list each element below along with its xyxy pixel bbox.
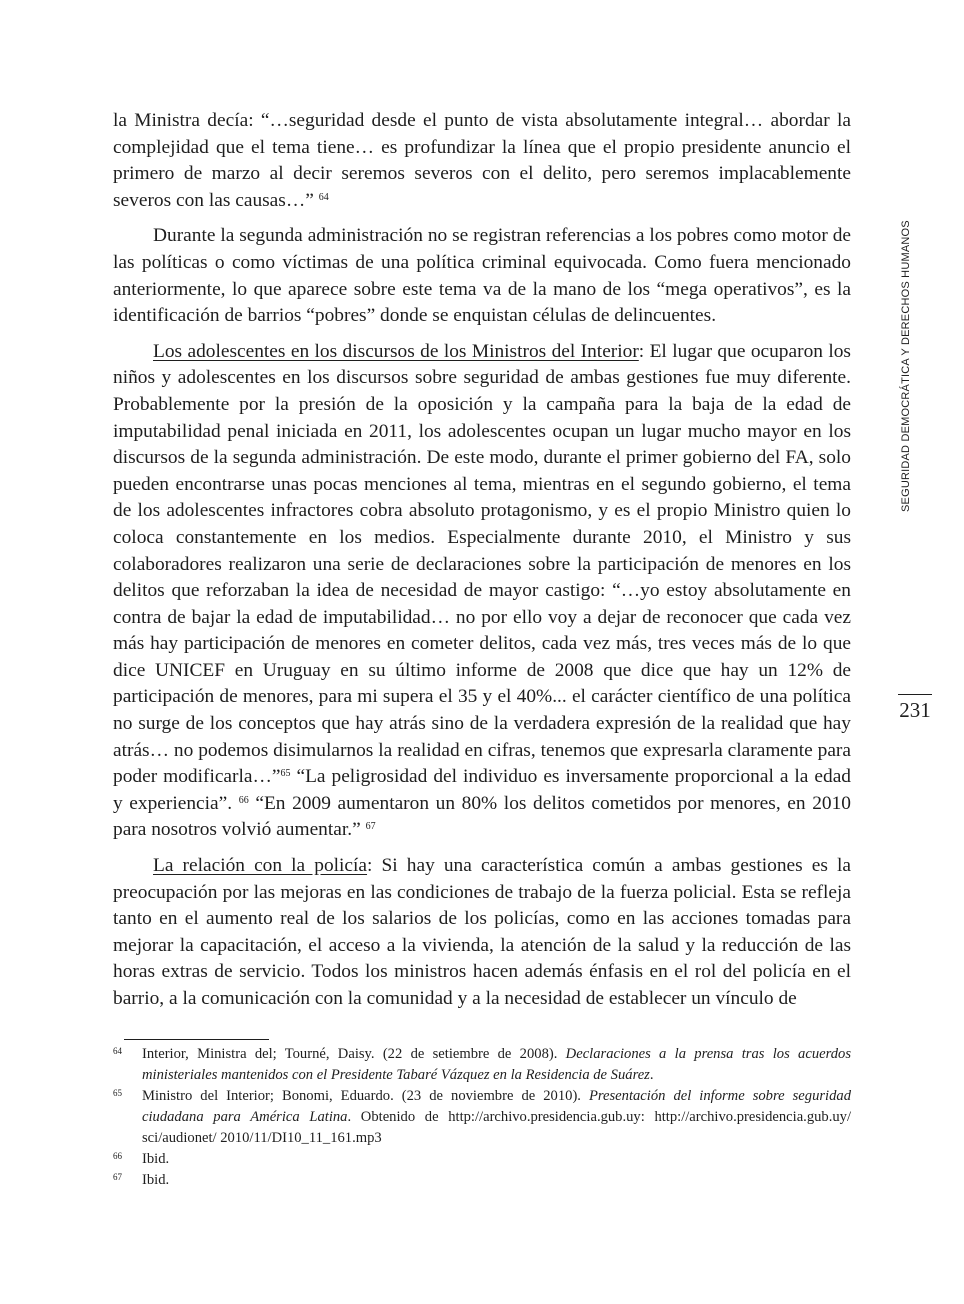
footnote-number: 67 (113, 1172, 122, 1182)
footnote-ref-65[interactable]: 65 (280, 768, 291, 780)
paragraph-2: Durante la segunda administración no se registran referencias a los pobres como motor de las políticas o como víctimas de una política criminal equivocada. Como fuera mencionado anteriormente, lo que aparece sobre este tema va de la mano de los “mega operativos”, es la identificación de barrios “pobres” donde se enquistan células de delincuentes. (113, 225, 851, 327)
paragraph-3-text-a: : El lugar que ocuparon los niños y adolescentes en los discursos sobre seguridad de ambas gestiones fue muy diferente. Probablemente por la presión de la oposición y la campaña para la baja de la edad de imputabilidad penal iniciada en 2011, los adolescentes ocupan un lugar mucho mayor en los discursos de la segunda administración. De este modo, durante el primer gobierno del FA, solo pueden encontrarse unas pocas menciones al tema, mientras en el segundo gobierno, el tema de los adolescentes infractores cobra absoluto protagonismo, y es el propio Ministro quien lo coloca constantemente en los medios. Especialmente durante 2010, el Ministro y sus colaboradores realizaron una serie de declaraciones sobre la participación de menores en los delitos que reforzaban la idea de necesidad de mayor castigo: “…yo estoy absolutamente en contra de bajar la edad de imputabilidad… no por ello voy a dejar de reconocer que cada vez más hay participación de menores en cometer delitos, cada vez más, tres veces más de lo que dice UNICEF en Uruguay en su último informe de 2008 que dice que hay un 12% de participación de menores, para mi supera el 35 y el 40%... el carácter científico de una política no surge de los conceptos que hay atrás sino de la verdadera expresión de la realidad que hay atrás… no podemos disimularnos la realidad en cifras, tenemos que expresarla claramente para poder modificarla…” (113, 340, 851, 788)
footnote-text: Ibid. (142, 1172, 170, 1188)
footnotes (113, 1044, 851, 1191)
footnote-text: Interior, Ministra del; Tourné, Daisy. (22 de setiembre de 2008). (142, 1046, 566, 1062)
footnote-number: 64 (113, 1046, 122, 1056)
footnote-text: Ministro del Interior; Bonomi, Eduardo. (23 de noviembre de 2010). (142, 1088, 589, 1104)
paragraph-4-text: : Si hay una característica común a ambas gestiones es la preocupación por las mejoras en las condiciones de trabajo de la fuerza policial. Esta se refleja tanto en el aumento real de los salarios de los policías, como en las acciones tomadas para mejorar la capacitación, el acceso a la vivienda, la atención de la salud y la reducción de las horas extras de servicio. Todos los ministros hacen además énfasis en el rol del policía en el barrio, a la comunicación con la comunidad y a la necesidad de establecer un vínculo de (113, 855, 851, 1009)
footnote-text: Ibid. (142, 1151, 170, 1167)
paragraph-3 (113, 339, 851, 844)
footnote-64 (113, 1044, 851, 1086)
paragraph-3-text-b: “La peligrosidad del individuo es inversamente proporcional a la edad y experiencia”. (113, 766, 851, 814)
section-heading-adolescentes: Los adolescentes en los discursos de los Ministros del Interior (153, 340, 639, 362)
footnote-ref-67[interactable]: 67 (365, 821, 376, 833)
paragraph-3-text-c: “En 2009 aumentaron un 80% los delitos cometidos por menores, en 2010 para nosotros volvió aumentar.” (113, 792, 851, 841)
footnote-67 (113, 1170, 851, 1191)
footnote-65 (113, 1086, 851, 1149)
footnote-text-end: . Obtenido de http://archivo.presidencia.gub.uy: http://archivo.presidencia.gub.uy/ sci/audionet/ 2010/11/DI10_11_161.mp3 (142, 1109, 852, 1146)
page-number: 231 (899, 698, 931, 722)
paragraph-4 (113, 853, 851, 1013)
paragraph-1-text: la Ministra decía: “…seguridad desde el punto de vista absolutamente integral… abordar la complejidad que el tema tiene… es profundizar la línea que el propio presidente anuncio el primero de marzo al decir seremos severos con el delito, pero seremos implacablemente severos con las causas…” (113, 110, 851, 211)
body-text (113, 108, 851, 1022)
footnote-ref-64[interactable]: 64 (318, 191, 329, 203)
page-number-rule (898, 694, 932, 695)
footnote-number: 65 (113, 1088, 122, 1098)
footnote-66 (113, 1149, 851, 1170)
running-title: SEGURIDAD DEMOCRÁTICA Y DERECHOS HUMANOS (900, 220, 912, 512)
footnote-number: 66 (113, 1151, 122, 1161)
footnote-title: Presentación del informe sobre seguridad ciudadana para América Latina (142, 1088, 851, 1125)
section-heading-policia: La relación con la policía (153, 855, 368, 877)
footnote-ref-66[interactable]: 66 (238, 794, 249, 806)
paragraph-1 (113, 108, 851, 214)
footnote-text-end: . (649, 1067, 654, 1083)
footnote-title: Declaraciones a la prensa tras los acuerdos ministeriales mantenidos con el Presidente Tabaré Vázquez en la Residencia de Suárez (142, 1046, 852, 1083)
footnote-separator (124, 1039, 269, 1040)
